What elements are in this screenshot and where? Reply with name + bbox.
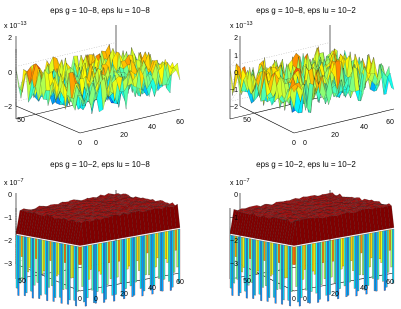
surface-wall-patch	[100, 243, 102, 274]
y-tick-label: 50	[243, 117, 251, 124]
surface-wall-patch	[299, 246, 301, 307]
surface-wall-patch	[51, 242, 53, 286]
surface-wall-patch	[85, 246, 87, 307]
surface-wall-patch	[291, 246, 293, 291]
x-tick-label: 60	[386, 119, 394, 126]
surface-wall-patch	[138, 236, 140, 271]
surface-wall-patch	[110, 241, 112, 279]
surface-wall-patch	[356, 236, 358, 297]
surface-wall-patch	[288, 246, 290, 301]
surface-wall-patch	[48, 241, 50, 288]
y-tick-label: 0	[292, 296, 296, 303]
surface-wall-patch	[321, 242, 323, 285]
x-tick-label: 0	[303, 140, 307, 147]
surface-wall-patch	[316, 243, 318, 294]
surface-wall-patch	[304, 245, 306, 270]
surface-wall-patch	[34, 238, 36, 285]
surface-wall-patch	[367, 233, 369, 285]
z-tick-label: −2	[4, 238, 12, 245]
surface-mesh	[230, 193, 394, 307]
surface-wall-patch	[67, 245, 69, 305]
surface-wall-patch	[64, 244, 66, 263]
surface-wall-patch	[339, 239, 341, 289]
surface-wall-patch	[267, 242, 269, 302]
surface-wall-patch	[133, 237, 135, 295]
surface-mesh	[16, 44, 180, 113]
surface-wall-patch	[125, 239, 127, 289]
surface-wall-patch	[376, 232, 378, 291]
surface-wall-patch	[160, 232, 162, 291]
surface-wall-patch	[362, 234, 364, 275]
y-tick-label: 0	[78, 296, 82, 303]
surface-wall-patch	[381, 231, 383, 263]
surface-wall-patch	[117, 240, 119, 277]
surface-wall-patch	[311, 244, 313, 292]
surface-wall-patch	[346, 237, 348, 297]
x-tick-label: 0	[94, 140, 98, 147]
z-tick-label: 0	[8, 192, 12, 199]
x-tick-label: 40	[360, 124, 368, 131]
surface-wall-patch	[322, 242, 324, 263]
x-tick-label: 40	[148, 285, 156, 292]
surface-wall-patch	[331, 240, 333, 277]
surface-wall-patch	[374, 232, 376, 291]
plot-title: eps g = 10−8, eps lu = 10−8	[50, 6, 150, 15]
surface-wall-patch	[354, 236, 356, 289]
exponent-label: x $10^{-7}$	[4, 178, 24, 187]
y-tick-label: 50	[243, 278, 251, 285]
surface-wall-patch	[329, 240, 331, 294]
surface-wall-patch	[280, 244, 282, 289]
surface-wall-patch	[172, 230, 174, 287]
surface-wall-patch	[259, 240, 261, 294]
surface-wall-patch	[371, 233, 373, 258]
x-tick-label: 60	[176, 279, 184, 286]
surface-wall-patch	[147, 235, 149, 253]
surface-wall-patch	[324, 241, 326, 279]
surface-wall-patch	[278, 244, 280, 263]
surface-wall-patch	[69, 245, 71, 300]
z-tick-label: 0	[234, 192, 238, 199]
x-tick-label: 60	[386, 279, 394, 286]
x-tick-label: 20	[331, 132, 339, 139]
surface-wall-patch	[294, 247, 296, 265]
surface-wall-patch	[284, 245, 286, 278]
surface-wall-patch	[349, 237, 351, 282]
surface-wall-patch	[88, 245, 90, 279]
exponent-label: x $10^{-7}$	[230, 178, 250, 187]
surface-wall-patch	[387, 230, 389, 273]
surface-wall-patch	[113, 241, 115, 302]
surface-wall-patch	[22, 236, 24, 279]
surface-wall-patch	[326, 241, 328, 295]
surface-wall-patch	[309, 244, 311, 303]
surface-wall-patch	[364, 234, 366, 290]
surface-plot-top-right	[230, 6, 394, 147]
surface-wall-patch	[372, 233, 374, 279]
x-tick-label: 40	[360, 285, 368, 292]
surface-wall-patch	[268, 242, 270, 298]
surface-wall-patch	[43, 240, 45, 271]
surface-wall-patch	[97, 244, 99, 292]
axis-line	[16, 106, 80, 133]
surface-wall-patch	[392, 229, 394, 284]
surface-wall-patch	[132, 237, 134, 297]
surface-wall-patch	[264, 241, 266, 260]
surface-wall-patch	[153, 233, 155, 285]
surface-wall-patch	[162, 232, 164, 291]
surface-wall-patch	[78, 247, 80, 265]
plot-title: eps g = 10−2, eps lu = 10−2	[256, 160, 356, 169]
surface-wall-patch	[140, 236, 142, 289]
surface-wall-patch	[344, 238, 346, 286]
surface-wall-patch	[127, 238, 129, 269]
z-tick-label: −1	[230, 87, 238, 94]
surface-wall-patch	[391, 229, 393, 267]
surface-wall-patch	[292, 247, 294, 265]
surface-wall-patch	[178, 229, 180, 284]
surface-wall-patch	[102, 243, 104, 294]
surface-wall-patch	[29, 237, 31, 267]
exponent-label: x $10^{-13}$	[4, 21, 27, 30]
x-tick-label: 20	[120, 132, 128, 139]
surface-wall-patch	[123, 239, 125, 299]
surface-wall-patch	[257, 240, 259, 271]
z-tick-label: 0	[234, 70, 238, 77]
surface-wall-patch	[58, 243, 60, 275]
surface-wall-patch	[157, 233, 159, 258]
surface-wall-patch	[276, 244, 278, 290]
surface-wall-patch	[95, 244, 97, 303]
surface-wall-patch	[281, 245, 283, 305]
surface-wall-patch	[332, 240, 334, 262]
surface-wall-patch	[314, 243, 316, 274]
plot-title: eps g = 10−2, eps lu = 10−8	[50, 160, 150, 169]
surface-wall-patch	[260, 241, 262, 301]
axis-line	[294, 109, 394, 133]
surface-wall-patch	[175, 230, 177, 251]
surface-wall-patch	[357, 235, 359, 291]
surface-wall-patch	[120, 239, 122, 282]
z-tick-label: −2	[4, 104, 12, 111]
z-tick-label: −1	[230, 215, 238, 222]
x-tick-label: 40	[148, 124, 156, 131]
surface-wall-patch	[252, 239, 254, 299]
surface-wall-patch	[173, 230, 175, 273]
surface-wall-patch	[56, 242, 58, 276]
surface-wall-patch	[112, 241, 114, 295]
surface-wall-patch	[168, 231, 170, 282]
surface-wall-patch	[98, 243, 100, 271]
surface-wall-patch	[148, 234, 150, 275]
x-tick-label: 0	[94, 296, 98, 303]
surface-wall-patch	[18, 235, 20, 295]
surface-wall-patch	[27, 237, 29, 272]
surface-wall-patch	[83, 246, 85, 302]
surface-wall-patch	[359, 235, 361, 275]
surface-wall-patch	[72, 245, 74, 277]
y-tick-label: 0	[78, 140, 82, 147]
surface-wall-patch	[302, 245, 304, 279]
surface-wall-patch	[103, 242, 105, 302]
surface-wall-patch	[150, 234, 152, 290]
surface-wall-patch	[369, 233, 371, 267]
x-tick-label: 0	[303, 296, 307, 303]
surface-wall-patch	[337, 239, 339, 299]
surface-wall-patch	[21, 236, 23, 257]
surface-plot-bottom-right	[230, 160, 394, 306]
z-tick-label: 2	[234, 35, 238, 42]
surface-wall-patch	[42, 240, 44, 274]
surface-wall-patch	[59, 243, 61, 297]
surface-wall-patch	[256, 240, 258, 274]
z-tick-label: 1	[234, 53, 238, 60]
z-tick-label: −2	[230, 238, 238, 245]
surface-wall-patch	[143, 235, 145, 291]
surface-wall-patch	[254, 239, 256, 295]
surface-wall-patch	[389, 230, 391, 251]
surface-wall-patch	[246, 238, 248, 298]
y-tick-label: 50	[18, 278, 26, 285]
surface-wall-patch	[286, 245, 288, 277]
surface-wall-patch	[35, 239, 37, 259]
surface-wall-patch	[382, 231, 384, 282]
surface-wall-patch	[336, 239, 338, 296]
z-tick-label: 2	[8, 35, 12, 42]
surface-wall-patch	[122, 239, 124, 296]
surface-wall-patch	[107, 242, 109, 285]
surface-wall-patch	[273, 243, 275, 297]
surface-wall-patch	[334, 239, 336, 282]
surface-wall-patch	[342, 238, 344, 266]
surface-wall-patch	[327, 241, 329, 302]
surface-wall-patch	[238, 236, 240, 295]
surface-wall-patch	[317, 242, 319, 302]
surface-wall-patch	[80, 247, 82, 265]
z-tick-label: 0	[8, 70, 12, 77]
surface-wall-patch	[341, 238, 343, 269]
surface-wall-patch	[90, 245, 92, 270]
surface-wall-patch	[379, 231, 381, 259]
surface-wall-patch	[241, 237, 243, 272]
surface-wall-patch	[53, 242, 55, 302]
surface-wall-patch	[272, 243, 274, 275]
surface-wall-patch	[283, 245, 285, 300]
x-tick-label: 60	[176, 119, 184, 126]
surface-plot-top-left	[4, 6, 184, 147]
surface-wall-patch	[37, 239, 39, 283]
x-tick-label: 20	[331, 291, 339, 298]
surface-wall-patch	[137, 236, 139, 260]
surface-wall-patch	[306, 245, 308, 291]
surface-wall-patch	[45, 240, 47, 294]
surface-wall-patch	[170, 230, 172, 290]
surface-wall-patch	[87, 245, 89, 297]
surface-wall-patch	[135, 237, 137, 282]
plot-title: eps g = 10−8, eps lu = 10−2	[256, 6, 356, 15]
surface-wall-patch	[40, 239, 42, 295]
surface-wall-patch	[249, 239, 251, 259]
surface-wall-patch	[163, 232, 165, 280]
z-tick-label: −2	[230, 104, 238, 111]
surface-wall-patch	[32, 238, 34, 298]
surface-wall-patch	[347, 237, 349, 295]
surface-wall-patch	[297, 246, 299, 302]
surface-wall-patch	[66, 244, 68, 289]
surface-wall-patch	[70, 245, 72, 278]
surface-plot-bottom-left	[4, 160, 184, 306]
surface-wall-patch	[24, 236, 26, 295]
surface-wall-patch	[77, 246, 79, 291]
surface-wall-patch	[165, 231, 167, 259]
axis-line	[80, 109, 180, 133]
surface-wall-patch	[115, 240, 117, 294]
surface-wall-patch	[130, 238, 132, 286]
surface-wall-patch	[38, 239, 40, 299]
surface-wall-patch	[262, 241, 264, 288]
surface-wall-patch	[275, 243, 277, 303]
surface-wall-patch	[74, 246, 76, 301]
surface-wall-patch	[240, 237, 242, 293]
surface-wall-patch	[30, 238, 32, 292]
surface-wall-patch	[93, 244, 95, 303]
surface-wall-patch	[62, 244, 64, 290]
exponent-label: x $10^{-13}$	[230, 21, 253, 30]
surface-wall-patch	[352, 236, 354, 271]
surface-wall-patch	[301, 245, 303, 297]
surface-wall-patch	[75, 246, 77, 306]
surface-wall-patch	[158, 233, 160, 279]
surface-wall-patch	[142, 236, 144, 297]
surface-wall-patch	[54, 242, 56, 298]
surface-wall-patch	[46, 241, 48, 301]
surface-wall-patch	[377, 232, 379, 280]
surface-wall-patch	[92, 245, 94, 291]
surface-wall-patch	[128, 238, 130, 266]
surface-wall-patch	[167, 231, 169, 263]
surface-wall-patch	[265, 242, 267, 286]
y-tick-label: 0	[292, 140, 296, 147]
surface-wall-patch	[177, 229, 179, 267]
surface-wall-patch	[155, 233, 157, 267]
surface-wall-patch	[312, 243, 314, 271]
surface-wall-patch	[251, 239, 253, 283]
x-tick-label: 20	[120, 291, 128, 298]
z-tick-label: −1	[4, 215, 12, 222]
z-tick-label: −3	[4, 261, 12, 268]
z-tick-label: −3	[230, 261, 238, 268]
y-tick-label: 50	[17, 117, 25, 124]
surface-wall-patch	[351, 236, 353, 260]
surface-wall-patch	[19, 236, 21, 284]
surface-wall-patch	[118, 240, 120, 262]
surface-wall-patch	[319, 242, 321, 299]
surface-wall-patch	[108, 242, 110, 263]
surface-wall-patch	[105, 242, 107, 299]
surface-wall-patch	[361, 235, 363, 253]
surface-wall-patch	[289, 246, 291, 306]
surface-wall-patch	[243, 237, 245, 267]
surface-wall-patch	[270, 242, 272, 276]
surface-wall-patch	[296, 246, 298, 286]
surface-mesh	[230, 47, 394, 113]
surface-wall-patch	[50, 241, 52, 260]
surface-wall-patch	[307, 244, 309, 303]
surface-wall-patch	[82, 246, 84, 286]
surface-wall-patch	[61, 243, 63, 303]
surface-wall-patch	[145, 235, 147, 275]
